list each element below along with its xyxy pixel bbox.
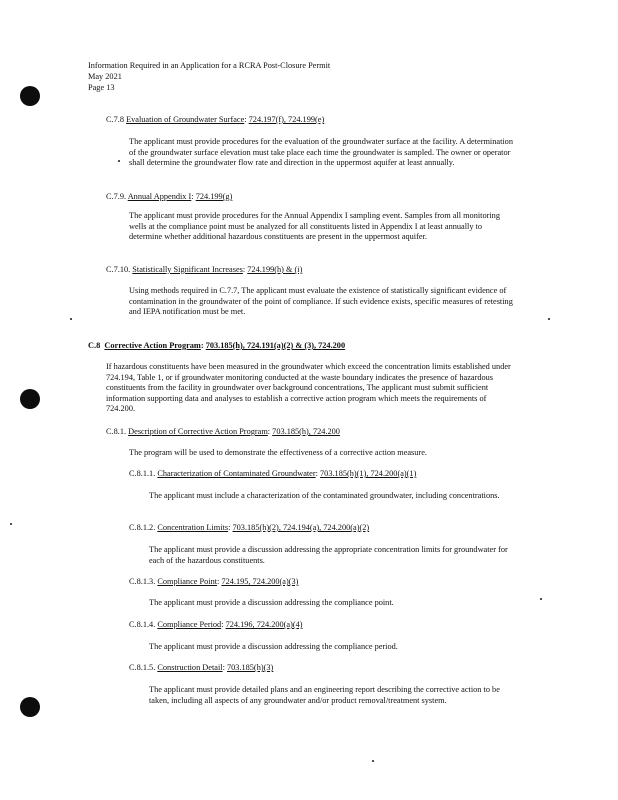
section-heading-c815: C.8.1.5. Construction Detail: 703.185(h)(3) xyxy=(129,663,274,672)
scan-speck xyxy=(548,318,550,320)
section-number: C.8.1.1. xyxy=(129,469,156,478)
header-title: Information Required in an Application for a RCRA Post-Closure Permit xyxy=(88,61,331,70)
section-title: Annual Appendix I xyxy=(127,192,192,201)
section-references: 724.199(h) & (i) xyxy=(247,265,303,274)
section-number: C.7.9. xyxy=(106,192,127,201)
section-heading-c812: C.8.1.2. Concentration Limits: 703.185(h)(2), 724.194(a), 724.200(a)(2) xyxy=(129,523,370,532)
section-references: 724.195, 724.200(a)(3) xyxy=(221,577,299,586)
section-number: C.8 xyxy=(88,341,101,350)
section-number: C.8.1.3. xyxy=(129,577,156,586)
scan-speck xyxy=(372,760,374,762)
section-references: 703.185(h)(3) xyxy=(226,663,274,672)
section-title: Compliance Period xyxy=(157,620,222,629)
section-heading-c78: C.7.8 Evaluation of Groundwater Surface: 724.197(f), 724.199(e) xyxy=(106,115,325,124)
section-body-c710: Using methods required in C.7.7, The applicant must evaluate the existence of statistically significant evidence of contamination in the groundwater of the point of compliance. If such evidence exists, specific measures of retesting and IEPA notification must be met. xyxy=(129,286,513,316)
section-body-c812: The applicant must provide a discussion addressing the appropriate concentration limits for groundwater for each of the hazardous constituents. xyxy=(149,545,508,565)
section-title: Construction Detail xyxy=(157,663,223,672)
section-heading-c813: C.8.1.3. Compliance Point: 724.195, 724.200(a)(3) xyxy=(129,577,299,586)
section-references: 724.197(f), 724.199(e) xyxy=(248,115,325,124)
section-title: Characterization of Contaminated Groundwater xyxy=(157,469,316,478)
section-body-c811: The applicant must include a characterization of the contaminated groundwater, including concentrations. xyxy=(149,491,500,500)
punch-hole-top xyxy=(20,86,40,106)
section-heading-c814: C.8.1.4. Compliance Period: 724.196, 724.200(a)(4) xyxy=(129,620,303,629)
section-body-c81: The program will be used to demonstrate the effectiveness of a corrective action measure. xyxy=(129,448,427,457)
section-references: 703.185(h), 724.200 xyxy=(272,427,340,436)
section-references: 703.185(h)(2), 724.194(a), 724.200(a)(2) xyxy=(232,523,370,532)
section-body-c78: The applicant must provide procedures for the evaluation of the groundwater surface at the facility. A determination of the groundwater surface elevation must take place each time the groundwater is sampled. The owner or operator shall determine the groundwater flow rate and direction in the uppermost aquifer at least annually. xyxy=(129,137,513,167)
scan-speck xyxy=(118,160,120,162)
scan-speck xyxy=(70,318,72,320)
punch-hole-bottom xyxy=(20,697,40,717)
scan-speck xyxy=(540,598,542,600)
section-number: C.7.8 xyxy=(106,115,124,124)
section-heading-c79: C.7.9. Annual Appendix I: 724.199(g) xyxy=(106,192,233,201)
section-body-c815: The applicant must provide detailed plans and an engineering report describing the corrective action to be taken, including all aspects of any groundwater and/or product removal/treatment system. xyxy=(149,685,500,705)
section-body-c814: The applicant must provide a discussion addressing the compliance period. xyxy=(149,642,398,651)
section-number: C.8.1. xyxy=(106,427,127,436)
section-heading-c811: C.8.1.1. Characterization of Contaminated Groundwater: 703.185(h)(1), 724.200(a)(1) xyxy=(129,469,417,478)
section-title: Concentration Limits xyxy=(157,523,229,532)
section-references: 703.185(h)(1), 724.200(a)(1) xyxy=(320,469,417,478)
section-title: Description of Corrective Action Program xyxy=(128,427,268,436)
punch-hole-middle xyxy=(20,389,40,409)
section-body-c813: The applicant must provide a discussion addressing the compliance point. xyxy=(149,598,394,607)
header-page-number: Page 13 xyxy=(88,83,115,92)
section-title: Compliance Point xyxy=(157,577,218,586)
section-title: Evaluation of Groundwater Surface xyxy=(126,115,245,124)
section-heading-c710: C.7.10. Statistically Significant Increases: 724.199(h) & (i) xyxy=(106,265,303,274)
scan-speck xyxy=(10,523,12,525)
section-title: Statistically Significant Increases xyxy=(132,265,243,274)
section-references: 724.199(g) xyxy=(195,192,233,201)
section-heading-c81: C.8.1. Description of Corrective Action Program: 703.185(h), 724.200 xyxy=(106,427,340,436)
section-number: C.8.1.5. xyxy=(129,663,156,672)
section-body-c79: The applicant must provide procedures for the Annual Appendix I sampling event. Samples from all monitoring wells at the compliance point must be analyzed for all constituents listed in Appendix I at least annually to determine whether additional hazardous constituents are present in the uppermost aquifer. xyxy=(129,211,500,241)
section-number: C.7.10. xyxy=(106,265,131,274)
section-number: C.8.1.2. xyxy=(129,523,156,532)
section-body-c8: If hazardous constituents have been measured in the groundwater which exceed the concentration limits established under 724.194, Table 1, or if groundwater monitoring conducted at the waste boundary indicates the presence of hazardous constituents from the facility in groundwater over background concentrations, The applicant must submit sufficient information supporting data and analyses to establish a corrective action program which meets the requirements of 724.200. xyxy=(106,362,511,413)
section-heading-c8: C.8 Corrective Action Program: 703.185(h), 724.191(a)(2) & (3), 724.200 xyxy=(88,341,346,350)
section-number: C.8.1.4. xyxy=(129,620,156,629)
section-title: Corrective Action Program xyxy=(104,341,201,350)
section-references: 703.185(h), 724.191(a)(2) & (3), 724.200 xyxy=(205,341,346,350)
section-references: 724.196, 724.200(a)(4) xyxy=(225,620,303,629)
header-date: May 2021 xyxy=(88,72,122,81)
